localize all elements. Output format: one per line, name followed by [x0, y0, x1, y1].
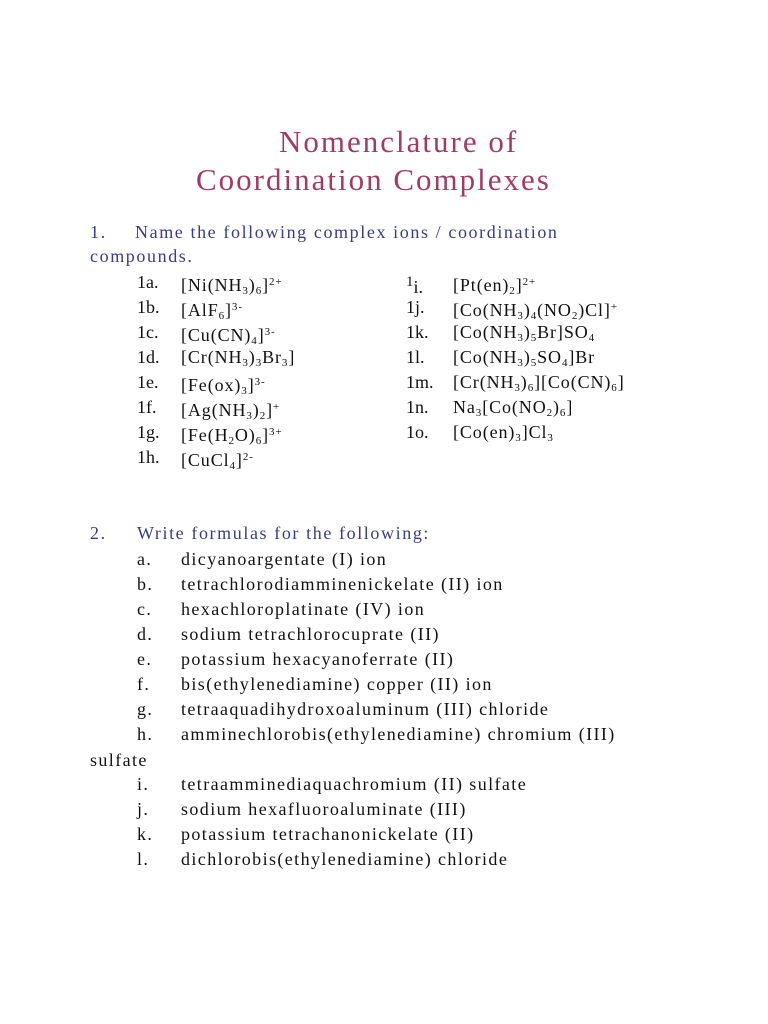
formula-item-label: 1o.: [406, 422, 429, 442]
formula-item-formula: $[Ag(NH_3)_2]^+$: [181, 400, 281, 422]
formula-item-formula: $[Ni(NH_3)_6]^{2+}$: [181, 275, 283, 297]
list-item-text: bis(ethylenediamine) copper (II) ion: [181, 674, 493, 694]
formula-item-formula: $[Pt(en)_2]^{2+}$: [453, 275, 537, 297]
question-1-prompt-line-2: compounds.: [90, 246, 194, 266]
formula-item-label: 1h.: [137, 447, 160, 467]
list-item-label: e.: [137, 649, 153, 669]
formula-item-formula: $[Co(NH_3)_5Br]SO_4$: [453, 322, 596, 344]
list-item-text: tetrachlorodiamminenickelate (II) ion: [181, 574, 504, 594]
list-item-label: c.: [137, 599, 153, 619]
page-title-line-1: Nomenclature of: [279, 124, 519, 159]
formula-item-formula: $[Fe(ox)_3]^{3-}$: [181, 375, 266, 397]
formula-item-label: 1d.: [137, 347, 160, 367]
formula-item-formula: $[Cu(CN)_4]^{3-}$: [181, 325, 276, 347]
list-item-text: tetraaquadihydroxoaluminum (III) chloride: [181, 699, 550, 719]
list-item-label: a.: [137, 549, 153, 569]
formula-item-formula: $[Co(en)_3]Cl_3$: [453, 422, 554, 444]
list-item-text: potassium hexacyanoferrate (II): [181, 649, 455, 669]
formula-item-label: $^1$i.: [406, 274, 424, 297]
formula-item-formula: $[Fe(H_2O)_6]^{3+}$: [181, 425, 283, 447]
question-2-prompt: Write formulas for the following:: [137, 523, 431, 543]
formula-item-label: 1m.: [406, 372, 434, 392]
formula-item-formula: [CuCl$_4$]$^{2-}$: [181, 450, 254, 472]
list-item-text: hexachloroplatinate (IV) ion: [181, 599, 426, 619]
list-item-text: sodium hexafluoroaluminate (III): [181, 799, 467, 819]
formula-item-label: 1c.: [137, 322, 159, 342]
formula-item-formula: $[Cr(NH_3)_3Br_3]$: [181, 347, 296, 369]
formula-item-formula: $[Co(NH_3)_4(NO_2)Cl]^+$: [453, 300, 618, 322]
formula-item-label: 1a.: [137, 272, 159, 292]
formula-item-label: 1e.: [137, 372, 159, 392]
list-item-text: dicyanoargentate (I) ion: [181, 549, 388, 569]
question-1-prompt-line-1: Name the following complex ions / coordination: [135, 222, 559, 242]
page-title-line-2: Coordination Complexes: [196, 162, 551, 197]
list-item-label: d.: [137, 624, 154, 644]
list-item-text: potassium tetrachanonickelate (II): [181, 824, 475, 844]
formula-item-formula: $[Cr(NH_3)_6][Co(CN)_6]$: [453, 372, 625, 394]
list-item-label: g.: [137, 699, 154, 719]
formula-item-label: 1g.: [137, 422, 160, 442]
list-item-label: b.: [137, 574, 154, 594]
list-item-text: sodium tetrachlorocuprate (II): [181, 624, 440, 644]
list-item-text: dichlorobis(ethylenediamine) chloride: [181, 849, 509, 869]
formula-item-label: 1j.: [406, 297, 425, 317]
list-item-text: tetraamminediaquachromium (II) sulfate: [181, 774, 528, 794]
formula-item-label: 1b.: [137, 297, 160, 317]
formula-item-formula: $Na_3[Co(NO_2)_6]$: [453, 397, 574, 419]
item-h-continuation: sulfate: [90, 750, 148, 770]
question-2-number: 2.: [90, 523, 107, 543]
question-1-number: 1.: [90, 222, 107, 242]
list-item-label: f.: [137, 674, 151, 694]
list-item-text: amminechlorobis(ethylenediamine) chromium (III): [181, 724, 616, 744]
list-item-label: i.: [137, 774, 150, 794]
formula-item-label: 1l.: [406, 347, 425, 367]
formula-item-label: 1f.: [137, 397, 157, 417]
list-item-label: k.: [137, 824, 154, 844]
formula-item-label: 1k.: [406, 322, 429, 342]
formula-item-formula: $[AlF_6]^{3-}$: [181, 300, 243, 322]
list-item-label: h.: [137, 724, 154, 744]
list-item-label: j.: [137, 799, 150, 819]
list-item-label: l.: [137, 849, 150, 869]
formula-item-label: 1n.: [406, 397, 429, 417]
formula-item-formula: $[Co(NH_3)_5SO_4]Br$: [453, 347, 596, 369]
